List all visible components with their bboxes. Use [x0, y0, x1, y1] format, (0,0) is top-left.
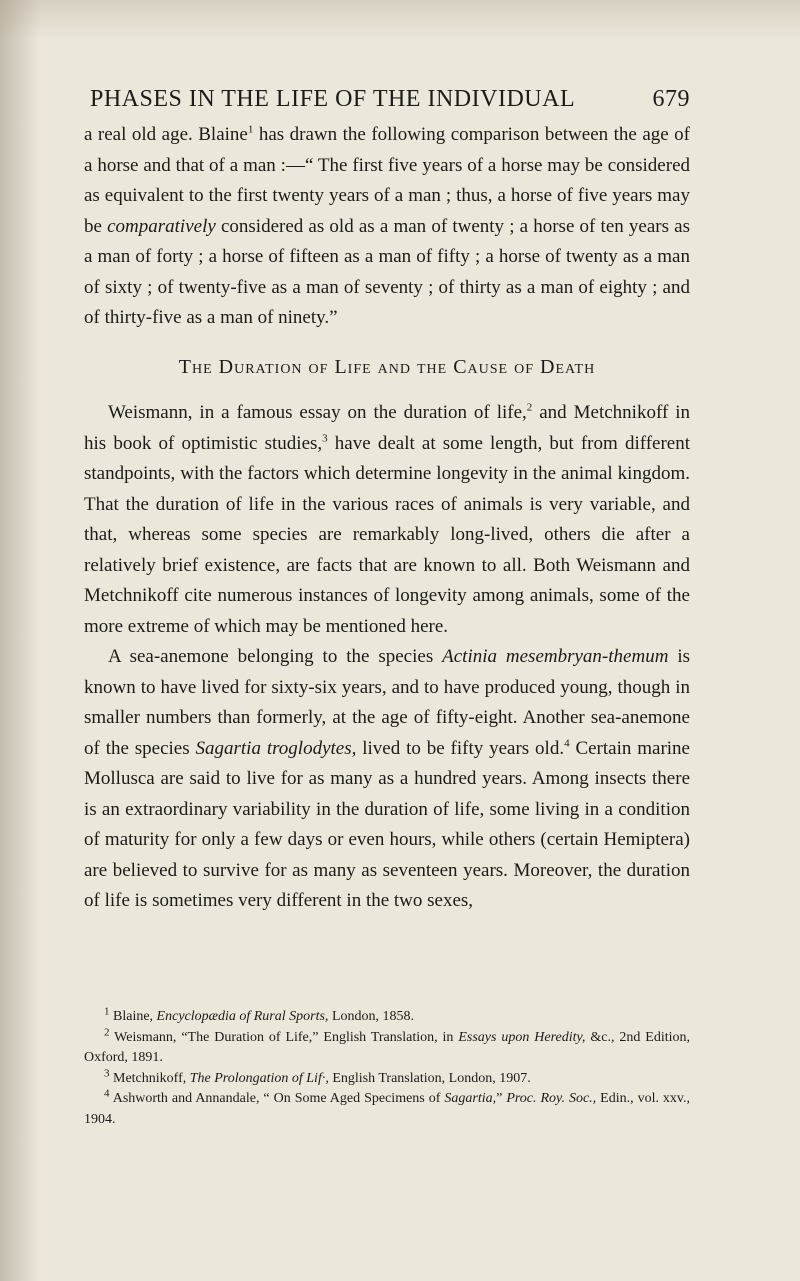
- text-run: A sea-anemone belonging to the species: [108, 646, 443, 667]
- footnote: [84, 1089, 690, 1130]
- italic-run: Sagartia troglodytes,: [195, 737, 357, 759]
- paragraph-weismann: [84, 398, 690, 642]
- body-text: [84, 120, 690, 917]
- page-top-shadow: [0, 0, 800, 40]
- text-run: a real old age. Blaine: [84, 124, 248, 145]
- text-run: Blaine,: [109, 1009, 157, 1024]
- footnote: [84, 1025, 690, 1069]
- running-header: [90, 86, 690, 113]
- italic-run: The Prolongation of Lif·,: [189, 1070, 329, 1086]
- footnote-ref: 4: [564, 737, 570, 750]
- italic-run: Actinia mesembryan-themum: [442, 646, 669, 667]
- italic-run: Proc. Roy. Soc.,: [506, 1091, 597, 1106]
- footnote-number: 1: [104, 1005, 110, 1018]
- italic-run: Sagartia,: [444, 1091, 497, 1106]
- text-run: English Translation, London, 1907.: [328, 1070, 531, 1086]
- footnote-number: 4: [104, 1087, 110, 1100]
- text-run: Weismann, in a famous essay on the duration of life,: [108, 402, 527, 423]
- paragraph-sea-anemone: [84, 642, 690, 917]
- italic-run: comparatively: [107, 215, 216, 237]
- paragraph-horse-comparison: [84, 120, 690, 334]
- footnotes: [84, 1007, 690, 1130]
- section-heading: The Duration of Life and the Cause of Death: [178, 355, 596, 378]
- text-run: Metchnikoff,: [109, 1070, 190, 1086]
- text-run: lived to be fifty years old.: [356, 737, 565, 759]
- text-run: London, 1858.: [328, 1009, 414, 1024]
- text-run: &c., 2nd Edition, Oxford, 1891.: [84, 1029, 690, 1065]
- footnote-ref: 1: [247, 123, 254, 136]
- page-number: 679: [652, 86, 690, 112]
- text-run: ”: [496, 1091, 507, 1106]
- italic-run: Essays upon Heredity,: [458, 1029, 586, 1045]
- footnote-number: 2: [104, 1025, 110, 1038]
- text-run: and Metchnikoff in his book of optimistic studies,: [84, 402, 690, 454]
- text-run: Edin., vol. xxv., 1904.: [84, 1091, 691, 1127]
- text-run: have dealt at some length, but from different standpoints, with the factors which determine longevity in the animal kingdom. That the duration of life in the various races of animals is very variable, and that, whereas some species are remarkably long-lived, others die after a relatively brief existence, are facts that are known to all. Both Weismann and Metchnikoff cite numerous instances of longevity among animals, some of the more extreme of which may be mentioned here.: [84, 432, 691, 637]
- footnote: [84, 1066, 690, 1090]
- page-edge-shadow: [0, 0, 40, 1281]
- footnote: [84, 1007, 690, 1028]
- footnote-ref: 3: [322, 432, 328, 445]
- text-run: considered as old as a man of twenty ; a horse of ten years as a man of forty ; a horse of fifteen as a man of fifty ; a horse of twenty as a man of sixty ; of twenty-five as a man of seventy ; of thirty as a man of eighty ; and of thirty-five as a man of ninety.”: [84, 215, 690, 328]
- running-title: PHASES IN THE LIFE OF THE INDIVIDUAL: [90, 86, 576, 112]
- text-run: is known to have lived for sixty-six years, and to have produced young, though in smaller numbers than formerly, at the age of fifty-eight. Another sea-anemone of the species: [84, 646, 690, 759]
- footnote-ref: 2: [526, 401, 533, 414]
- text-run: Weismann, “The Duration of Life,” English Translation, in: [109, 1029, 459, 1045]
- footnote-number: 3: [104, 1066, 110, 1079]
- italic-run: Encyclopædia of Rural Sports,: [156, 1009, 329, 1024]
- text-run: Ashworth and Annandale, “ On Some Aged Specimens of: [109, 1091, 445, 1106]
- text-run: has drawn the following comparison between the age of a horse and that of a man :—“ The first five years of a horse may be considered as equivalent to the first twenty years of a man ; thus, a horse of five years may be: [84, 124, 690, 237]
- text-run: Certain marine Mollusca are said to live for as many as a hundred years. Among insects there is an extraordinary variability in the duration of life, some living in a condition of maturity for only a few days or even hours, while others (certain Hemiptera) are believed to survive for as many as seventeen years. Moreover, the duration of life is sometimes very different in the two sexes,: [84, 737, 690, 911]
